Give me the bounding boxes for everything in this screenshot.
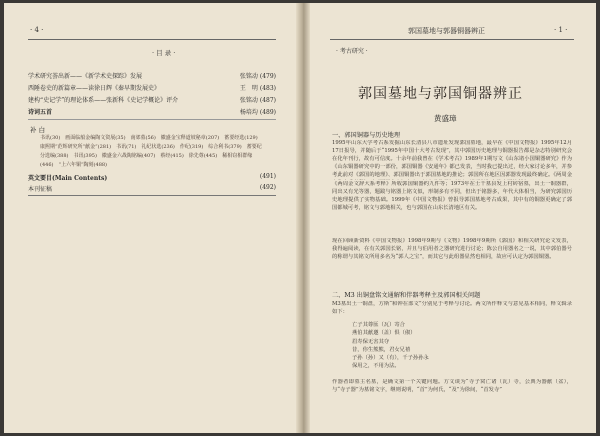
english-toc-entry: 英文要目(Main Contents) (491) <box>28 173 276 182</box>
toc-entry <box>28 95 276 104</box>
section-heading: 一、郭国铜器与历史地理 <box>332 132 401 139</box>
paragraph: 作器者即墓主名墓，是确文第一个关键问题。方文谈为“寺子窝亡诸（瓦）寺，公典为器献（盆），与“寺子器”为墓铭文字，继则说明，“首”为何氏，“及”为徐间，“首发寺” <box>332 379 572 393</box>
index-line: 康熙期“范辉研究所“献金”(281) 书讯(71) 礼纪状选(236) 作纪(319) 综合利书(379) 蓄要纪 <box>40 144 262 150</box>
inscription-line: 子孙（孙）又（有），千子孙孙永 <box>352 355 429 362</box>
journal-spread <box>4 3 596 433</box>
toc-entry <box>28 71 276 80</box>
right-page <box>310 3 596 433</box>
article-author: 黄盛璋 <box>434 114 457 123</box>
index-line: 分选编(388) 书讯(395) 徽盛金六战陶铭编(407) 蔡经(415) 徐先尊(445) 稀相窃相群缘 <box>40 153 253 159</box>
toc-entry <box>28 107 276 116</box>
toc-entry-title: 建构“史记学”的理论体系——张新科《史记学概论》评介 <box>28 97 179 104</box>
toc-entry-title: 诗词五首 <box>28 109 53 116</box>
notice-entry: 本刊征稿 (492) <box>28 184 276 193</box>
inscription-line: 眉寿保无害其夺 <box>352 338 390 345</box>
index-heading: 补 白 <box>30 126 46 134</box>
toc-divider <box>28 119 276 120</box>
toc-entry-title: 西陲卷史的新篇章——读徐日辉《秦早期发展史》 <box>28 85 161 92</box>
toc-entry-page: 张铭动 (487) <box>239 97 276 104</box>
toc-bottom-rule <box>28 195 276 196</box>
toc-entry-title: 学术研究荟出新——《新学术史探踪》发展 <box>28 73 143 80</box>
left-page-number: · 4 · <box>30 26 44 34</box>
book-gutter <box>296 3 310 433</box>
left-header-rule <box>28 39 276 40</box>
toc-title: · 目 录 · <box>152 49 176 57</box>
inscription-block <box>352 321 552 371</box>
toc-entry <box>28 83 276 92</box>
left-page <box>4 3 296 433</box>
right-header-rule <box>330 39 574 40</box>
inscription-line: 亡子其尊匜（瓦）寄合 <box>352 322 405 328</box>
paragraph: 现在回顾新资料《中国文物报》1998年9期与《文物》1998年9期所《郭国》和相关研究论文发表，我得遍阅读，在有关郭国长铭，并且与伯用者之器研究进行讨论；陈公自用器名之一说，其中郭伯器号的称谓与其铭文所用多名为“郭人之宝”，而其它与此组器显然也相同，故应可认定为郭国铜器。 <box>332 238 572 260</box>
article-title: 郭国墓地与郭国铜器辨正 <box>358 86 523 102</box>
inscription-line: 昔，你生熊熊，君女兄禧 <box>352 346 411 353</box>
paragraph: 1995年山东大学考古系发掘山东长清县八市遗址发现郭国墓地，最早在《中国文物报》1995年12月17日报导，并随后于“1995年中国十大考古发现”，其中郭国历史地理与铜器报告都是杂志特别研究会在化年刊行，故有可信度。十余年前我曾在《学术考古》1989年1期写文《山东诸小国铜器研究》作为《山东铜器研究中的一部份，郭国铜器《安通年》都已发表，当时我已提出过，经大家讨论多年，并参考此前对《郭国的地理》、郭国铜器出于郭国墓地的推论；郭国所在地区因郭器发现最终确定。《两周金 <box>332 140 572 178</box>
toc-entry-page: 杨培均 (489) <box>239 109 276 116</box>
inscription-line: 保用之，不用为法。 <box>352 363 400 370</box>
inscription-line: 燕伯其献邀（盖）俱（俶） <box>352 330 416 337</box>
index-line: (446) “上六年铜”陶刻(488) <box>40 162 108 168</box>
column-label: · 考古研究 · <box>336 48 368 55</box>
right-page-number: · 1 · <box>554 26 568 34</box>
toc-entry-page: 王 明 (483) <box>239 85 276 92</box>
paragraph: M3墓出土一铜盘，方斯“和钟在部文”分别见于考释与讨论。两文所作释文与意见基本相同，释文辑录如下： <box>332 301 572 315</box>
running-title: 郭国墓地与郭器铜器辨正 <box>408 27 485 35</box>
index-line: 书讯(30) 画面临船金编陶文资展(35) 南郊墓(56) 徽盛金宝释道坡秘章(207) 蓄要经选(129) <box>40 135 258 141</box>
paragraph: 《两周金文辞大系考释》所收郭国铜器约九件等；1973年在士干墓县发上村砖宿墓，出土一铜器群，同出又有光等器，题跋与铭器上铭文似，形制多有不同，但出于铭器多，年代大体相当，为研究郭国历史地理提供了实物基础。1999年《中国文物报》曾报导郭国墓地考古成果，其中有的铜器更确定了郭国都城可考，铭文与郭地相关，也与郭国在山东长清地区有关。 <box>332 181 572 211</box>
section-heading: 二、M3 出铜盘铭文通解和伴器考释主及郭国相关问题 <box>332 292 481 299</box>
toc-entry-page: 张铭动 (479) <box>239 73 276 80</box>
